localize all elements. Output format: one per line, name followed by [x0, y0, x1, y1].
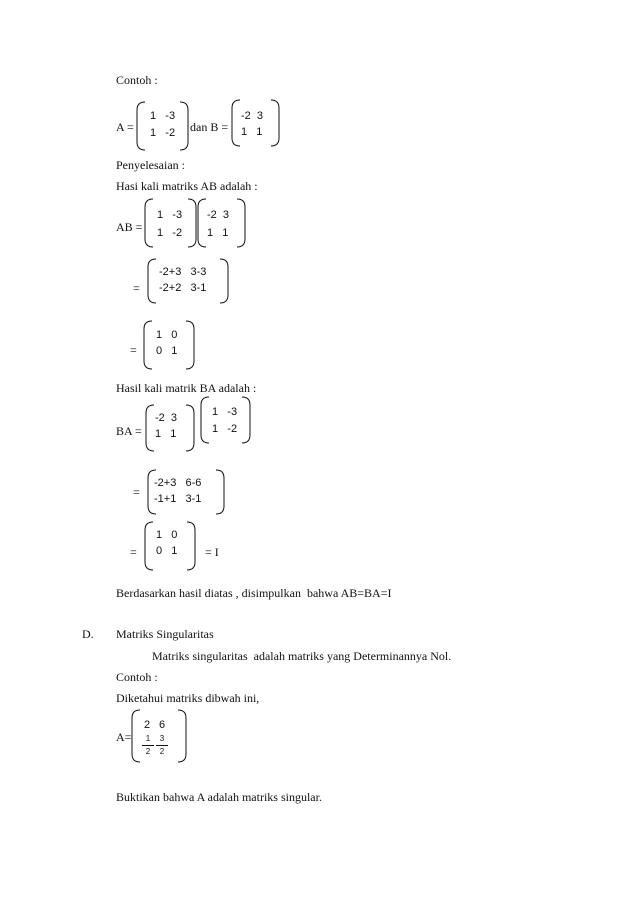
definition-text: Matriks singularitas adalah matriks yang Determinannya Nol.	[152, 649, 452, 663]
ba-step1-equals: =	[133, 485, 140, 499]
right-bracket	[218, 259, 228, 303]
ba-step2-row1: 1 0	[156, 529, 178, 541]
matrix-a-row1: 1 -3	[150, 110, 176, 122]
ba-step1-row1: -2+3 6-6	[154, 477, 202, 489]
ba-left-row1: -2 3	[155, 412, 178, 424]
hasil-ba-intro: Hasil kali matrik BA adalah :	[116, 381, 257, 395]
ab-label: AB =	[116, 220, 143, 234]
fraction-numerator: 1	[145, 734, 151, 743]
right-bracket	[184, 321, 194, 369]
fraction-denominator: 2	[145, 747, 151, 756]
ab-left-row2: 1 -2	[157, 227, 183, 239]
prove-text: Buktikan bahwa A adalah matriks singular.	[116, 790, 322, 804]
matrix-b-row2: 1 1	[241, 126, 263, 138]
ba-right-row1: 1 -3	[212, 406, 238, 418]
left-bracket	[137, 102, 147, 150]
singular-a-label: A=	[116, 730, 132, 744]
right-bracket	[178, 102, 188, 150]
ab-step2-row1: 1 0	[156, 329, 178, 341]
section-heading: Matriks Singularitas	[116, 627, 214, 641]
ab-right-row2: 1 1	[207, 227, 229, 239]
matrix-cell-r1c2: 6	[159, 719, 166, 731]
left-bracket	[232, 100, 242, 146]
left-bracket	[201, 397, 211, 443]
matrix-cell-r1c1: 2	[144, 719, 151, 731]
left-bracket	[148, 259, 158, 303]
contoh-label-2: Contoh :	[116, 670, 158, 684]
ab-left-row1: 1 -3	[157, 209, 183, 221]
right-bracket	[214, 470, 224, 514]
ab-step2-row2: 0 1	[156, 345, 178, 357]
right-bracket	[184, 405, 194, 451]
hasil-ab-intro: Hasi kali matriks AB adalah :	[116, 179, 258, 193]
ba-left-row2: 1 1	[155, 428, 177, 440]
right-bracket	[186, 199, 196, 247]
ba-result-identity: = I	[205, 545, 219, 559]
left-bracket	[145, 199, 155, 247]
ba-step2-row2: 0 1	[156, 545, 178, 557]
contoh-label: Contoh :	[116, 73, 158, 87]
left-bracket	[144, 321, 154, 369]
matrix-a-label: A =	[116, 120, 134, 134]
right-bracket	[240, 397, 250, 443]
right-bracket	[185, 522, 195, 570]
penyelesaian-label: Penyelesaian :	[116, 158, 185, 172]
fraction-one-half	[141, 735, 155, 756]
right-bracket	[176, 710, 186, 762]
right-bracket	[269, 100, 279, 146]
ba-right-row2: 1 -2	[212, 423, 238, 435]
matrix-b-row1: -2 3	[241, 110, 264, 122]
ab-step1-equals: =	[133, 281, 140, 295]
fraction-denominator: 2	[159, 747, 165, 756]
ba-step2-equals: =	[130, 545, 137, 559]
ba-step1-row2: -1+1 3-1	[154, 493, 202, 505]
right-bracket	[235, 199, 245, 247]
given-text: Diketahui matriks dibwah ini,	[116, 691, 260, 705]
left-bracket	[145, 522, 155, 570]
ab-step1-row2: -2+2 3-1	[159, 282, 207, 294]
left-bracket	[198, 199, 208, 247]
ab-right-row1: -2 3	[207, 209, 230, 221]
matrix-a-row2: 1 -2	[150, 127, 176, 139]
ab-step2-equals: =	[130, 343, 137, 357]
fraction-bar	[156, 745, 168, 746]
fraction-three-halves	[155, 735, 169, 756]
dan-b-label: dan B =	[190, 120, 229, 134]
fraction-bar	[142, 745, 154, 746]
ba-label: BA =	[116, 424, 142, 438]
conclusion-text: Berdasarkan hasil diatas , disimpulkan bahwa AB=BA=I	[116, 586, 392, 600]
section-marker: D.	[82, 627, 94, 641]
fraction-numerator: 3	[159, 734, 165, 743]
ab-step1-row1: -2+3 3-3	[159, 266, 207, 278]
